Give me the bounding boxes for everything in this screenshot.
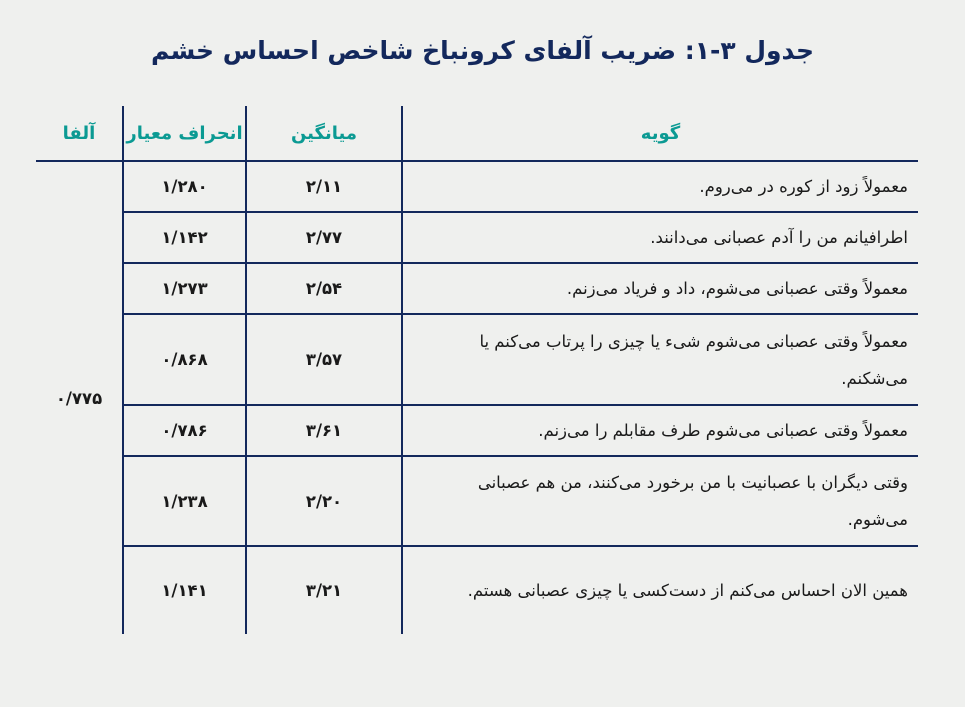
item-text: اطرافیانم من را آدم عصبانی می‌دانند. [402, 212, 918, 263]
item-text: معمولاً وقتی عصبانی می‌شوم، داد و فریاد می‌زنم. [402, 263, 918, 314]
cronbach-alpha-table [36, 106, 918, 634]
sd-value: ۱/۲۳۸ [123, 456, 246, 546]
header-mean: میانگین [246, 106, 402, 161]
table-row [36, 314, 918, 405]
header-item: گویه [402, 106, 918, 161]
sd-value: ۱/۱۴۱ [123, 546, 246, 634]
alpha-value: ۰/۷۷۵ [55, 388, 103, 408]
mean-value: ۳/۶۱ [246, 405, 402, 456]
item-text: معمولاً وقتی عصبانی می‌شوم شیء یا چیزی را پرتاب می‌کنم یا می‌شکنم. [402, 314, 918, 405]
sd-value: ۱/۱۴۲ [123, 212, 246, 263]
table-row [36, 161, 918, 212]
header-sd: انحراف معیار [123, 106, 246, 161]
mean-value: ۳/۲۱ [246, 546, 402, 634]
table-caption: جدول ۳-۱: ضریب آلفای کرونباخ شاخص احساس خشم [150, 36, 815, 65]
item-text: وقتی دیگران با عصبانیت با من برخورد می‌کنند، من هم عصبانی می‌شوم. [402, 456, 918, 546]
mean-value: ۲/۱۱ [246, 161, 402, 212]
sd-value: ۰/۸۶۸ [123, 314, 246, 405]
table-row [36, 212, 918, 263]
sd-value: ۱/۲۸۰ [123, 161, 246, 212]
mean-value: ۲/۷۷ [246, 212, 402, 263]
table-row [36, 263, 918, 314]
header-row [36, 106, 918, 161]
sd-value: ۱/۲۷۳ [123, 263, 246, 314]
table-row [36, 546, 918, 634]
header-alpha: آلفا [36, 106, 123, 161]
mean-value: ۳/۵۷ [246, 314, 402, 405]
mean-value: ۲/۲۰ [246, 456, 402, 546]
item-text: معمولاً زود از کوره در می‌روم. [402, 161, 918, 212]
sd-value: ۰/۷۸۶ [123, 405, 246, 456]
table-row [36, 456, 918, 546]
item-text: معمولاً وقتی عصبانی می‌شوم طرف مقابلم را می‌زنم. [402, 405, 918, 456]
table-row [36, 405, 918, 456]
item-text: همین الان احساس می‌کنم از دست‌کسی یا چیزی عصبانی هستم. [402, 546, 918, 634]
mean-value: ۲/۵۴ [246, 263, 402, 314]
